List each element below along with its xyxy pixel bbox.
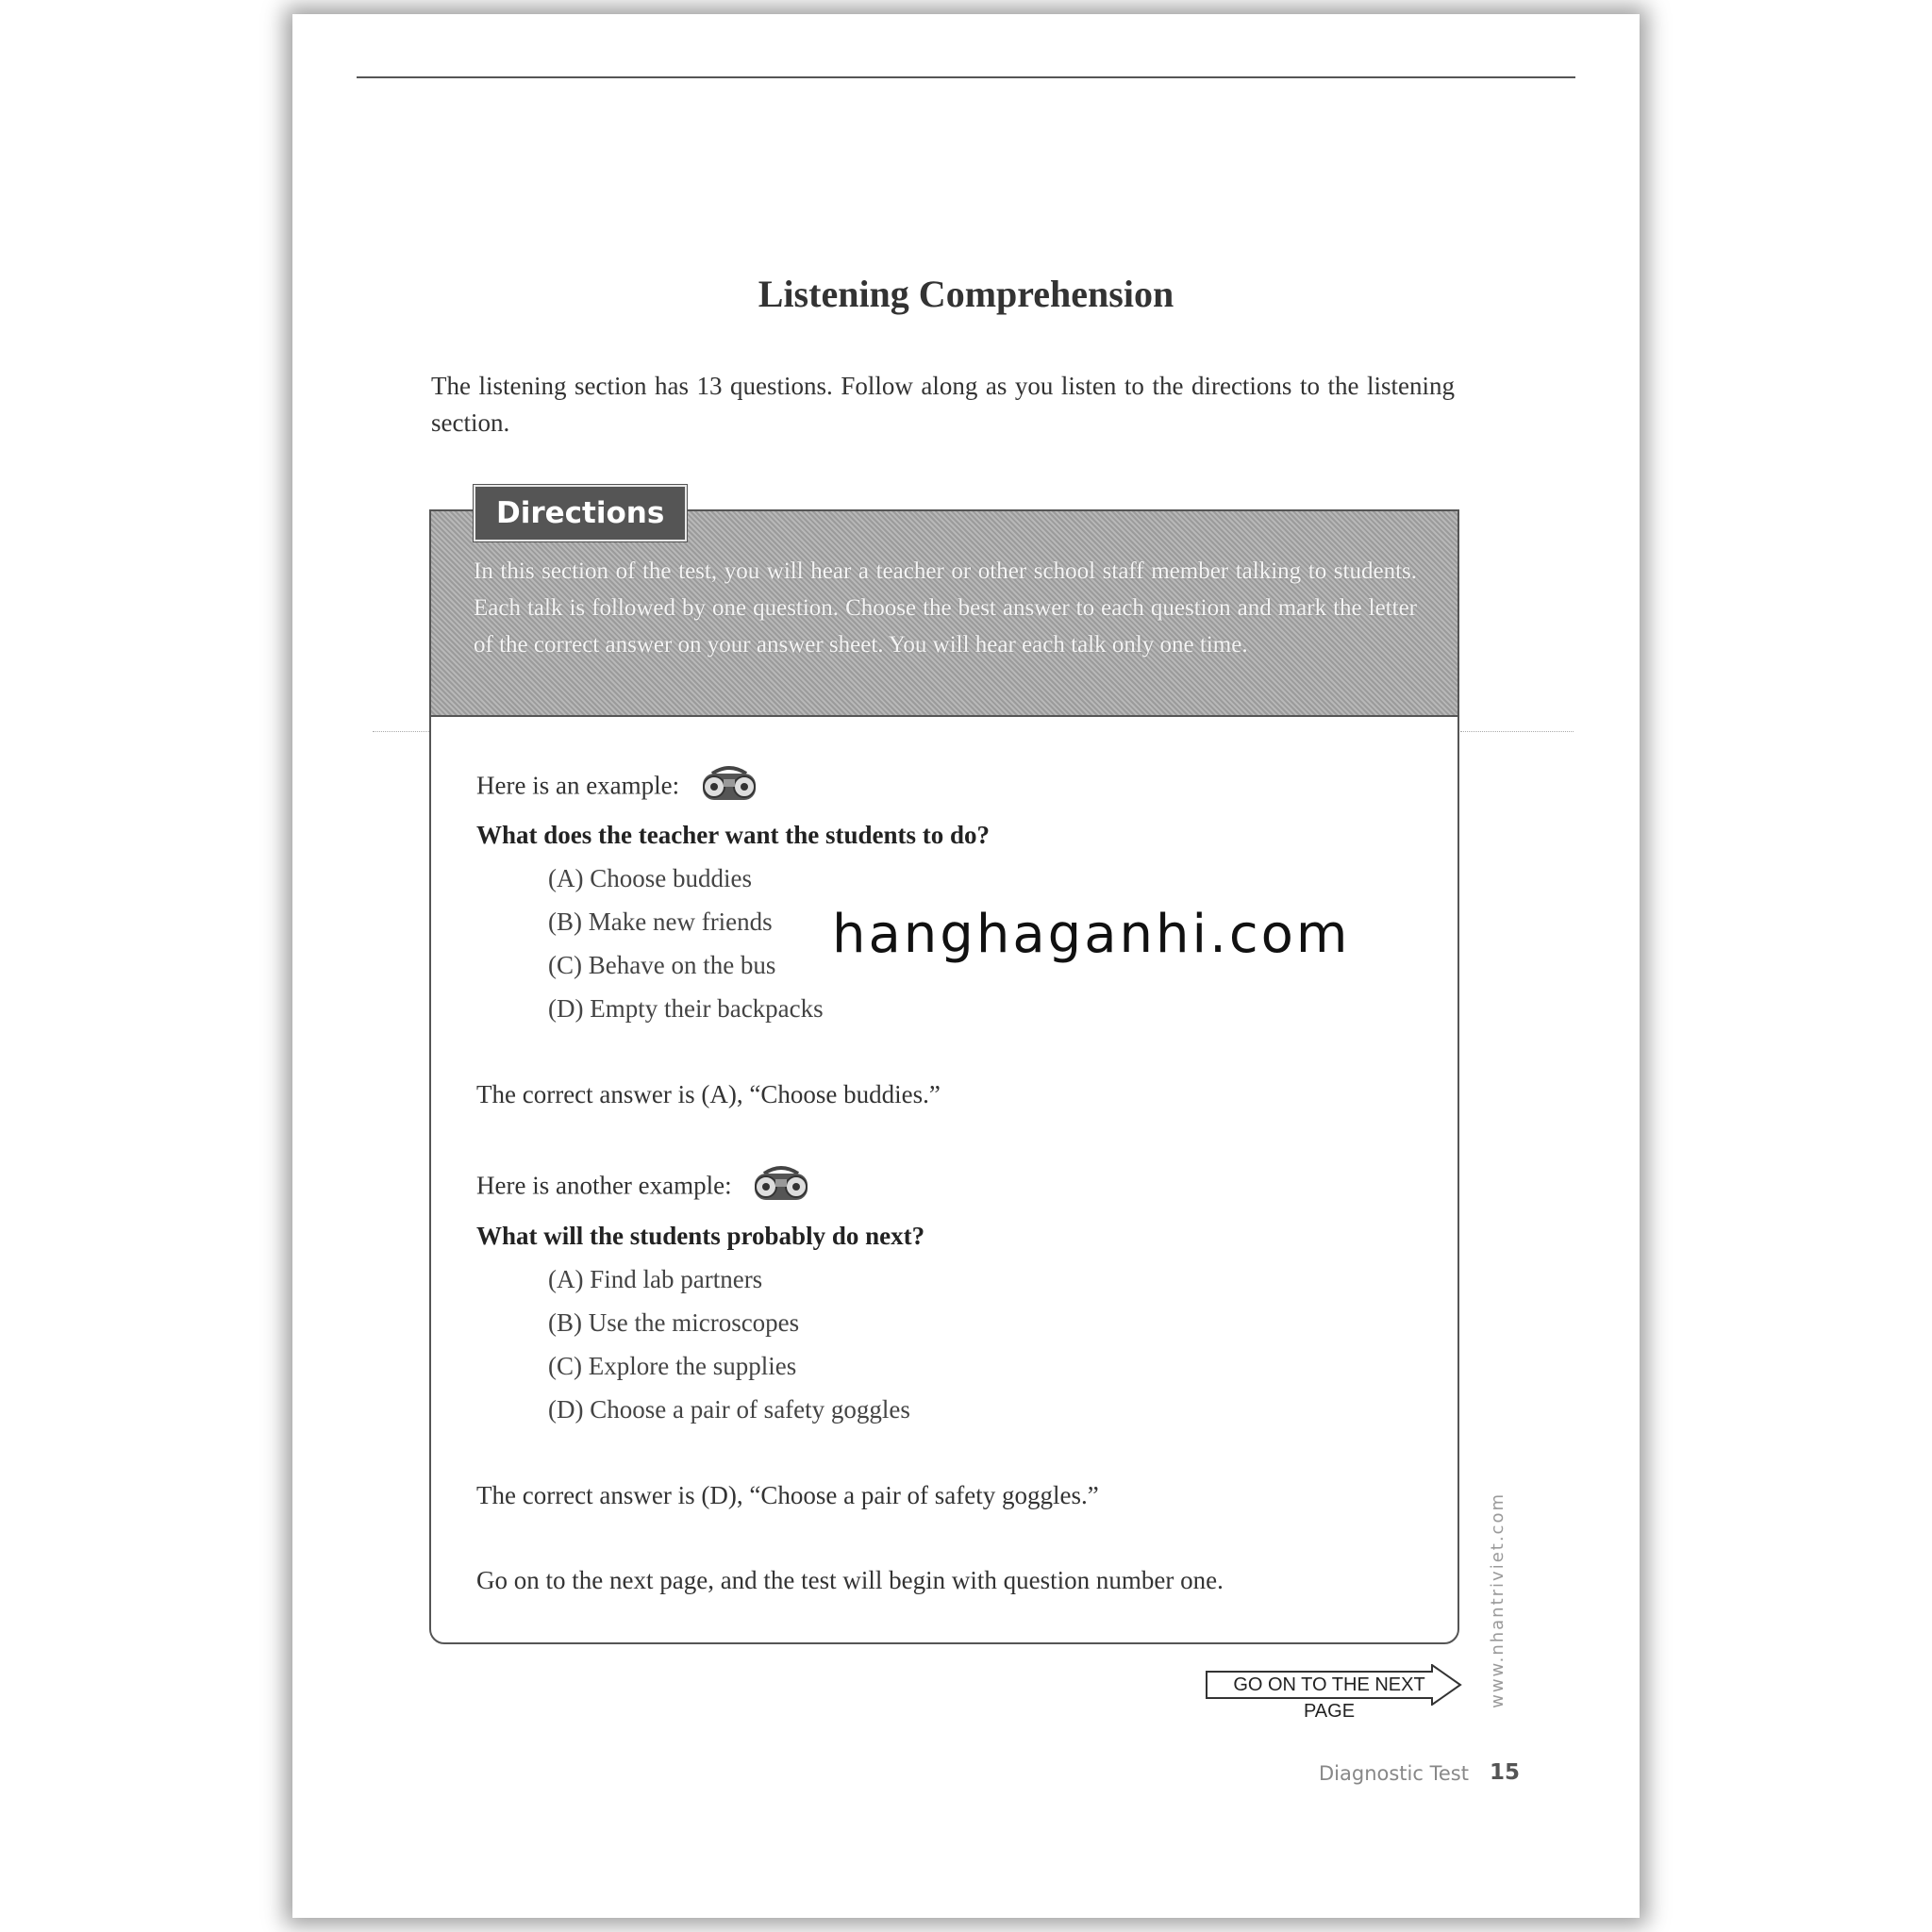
example-1-option-b: (B) Make new friends xyxy=(548,908,773,936)
directions-label: Directions xyxy=(474,485,687,541)
watermark: hanghaganhi.com xyxy=(832,904,1351,965)
go-on-next-page-label: GO ON TO THE NEXT PAGE xyxy=(1233,1674,1425,1722)
example-2-option-c: (C) Explore the supplies xyxy=(548,1352,797,1380)
closing-instruction: Go on to the next page, and the test will begin with question number one. xyxy=(476,1566,1224,1594)
example-1-answer: The correct answer is (A), “Choose buddies.” xyxy=(476,1080,941,1108)
page-title: Listening Comprehension xyxy=(758,273,1174,315)
example-2-option-a: (A) Find lab partners xyxy=(548,1265,763,1293)
example-2-option-d: (D) Choose a pair of safety goggles xyxy=(548,1395,910,1424)
directions-text: In this section of the test, you will hear a teacher or other school staff member talking to students. Each talk is followed by one question. Choose the best answer to each question and mark the letter of the correct answer on your answer sheet. You will hear each talk only one time. xyxy=(474,558,1417,658)
example-2-lead xyxy=(476,1164,815,1212)
intro-paragraph: The listening section has 13 questions. Follow along as you listen to the directions to the listening section. xyxy=(431,372,1455,437)
directions-box xyxy=(429,496,1459,1644)
example-1-lead xyxy=(476,764,763,812)
example-1-option-c: (C) Behave on the bus xyxy=(548,951,776,979)
example-1-lead-text: Here is an example: xyxy=(476,771,680,800)
example-1-question: What does the teacher want the students to do? xyxy=(476,821,990,849)
header-rule xyxy=(357,76,1575,78)
dotted-guide-right xyxy=(1460,731,1574,732)
example-2-answer: The correct answer is (D), “Choose a pair of safety goggles.” xyxy=(476,1481,1099,1509)
footer-page-number: 15 xyxy=(1490,1760,1521,1785)
cd-player-icon xyxy=(695,764,763,812)
example-2-question: What will the students probably do next? xyxy=(476,1222,925,1250)
cd-player-icon xyxy=(747,1164,815,1212)
example-1-option-d: (D) Empty their backpacks xyxy=(548,994,824,1023)
directions-band xyxy=(431,496,1457,717)
side-url: www.nhantriviet.com xyxy=(1488,1492,1507,1708)
example-2-lead-text: Here is another example: xyxy=(476,1171,732,1200)
dotted-guide-left xyxy=(373,731,429,732)
example-1-option-a: (A) Choose buddies xyxy=(548,864,752,892)
footer-section-name: Diagnostic Test xyxy=(1319,1762,1469,1785)
example-2-option-b: (B) Use the microscopes xyxy=(548,1308,800,1337)
